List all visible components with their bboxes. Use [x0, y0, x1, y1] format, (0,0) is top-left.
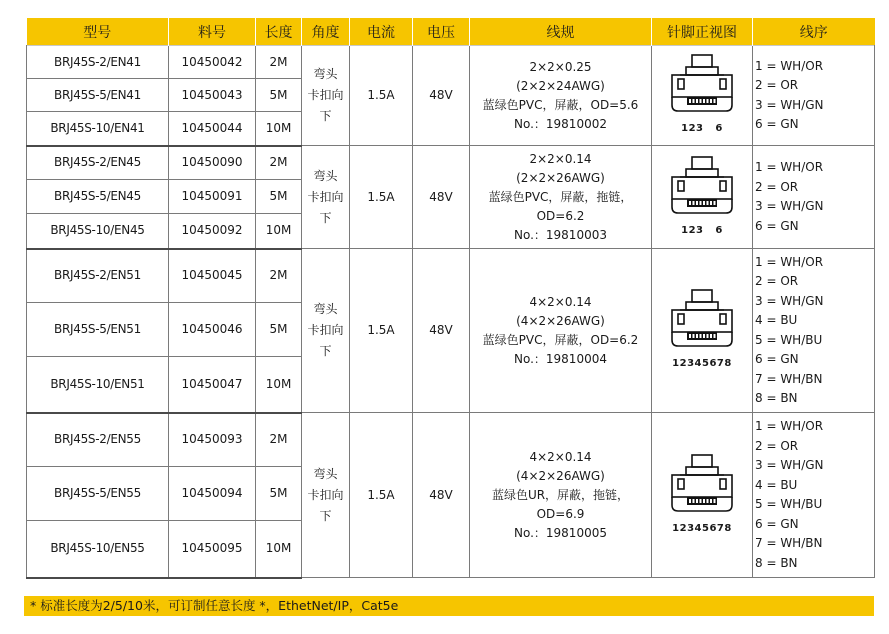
length-cell: 10M	[256, 214, 302, 249]
model-cell: BRJ45S-2/EN55	[27, 413, 169, 467]
header-cable-spec: 线规	[470, 18, 652, 46]
length-cell: 5M	[256, 467, 302, 521]
pin-view-cell	[652, 249, 753, 413]
header-pin-view: 针脚正视图	[652, 18, 753, 46]
model-cell: BRJ45S-5/EN55	[27, 467, 169, 521]
wiring-line: 8 = BN	[755, 391, 798, 405]
table-row	[27, 146, 875, 180]
angle-line: 卡扣向	[307, 323, 344, 337]
pin-number-label: 123 6	[681, 123, 723, 134]
angle-line: 下	[319, 109, 332, 123]
cable-spec-line: 蓝绿色PVC，屏蔽，OD=6.2	[482, 332, 639, 347]
angle-line: 弯头	[313, 67, 338, 81]
angle-line: 卡扣向	[307, 189, 344, 204]
part-number-cell: 10450042	[169, 46, 256, 79]
part-number-cell: 10450090	[169, 146, 256, 180]
length-cell: 5M	[256, 303, 302, 357]
wiring-line: 3 = WH/GN	[755, 293, 824, 308]
wiring-line: 2 = OR	[755, 179, 799, 194]
wiring-line: 8 = BN	[755, 555, 798, 570]
wiring-line: 4 = BU	[755, 313, 798, 327]
wiring-line: 6 = GN	[755, 516, 799, 531]
header-length: 长度	[256, 18, 302, 46]
model-cell: BRJ45S-10/EN45	[27, 214, 169, 249]
header-model: 型号	[27, 18, 169, 46]
cable-spec-line: 4×2×0.14	[529, 294, 592, 309]
part-number-cell: 10450092	[169, 214, 256, 249]
model-cell: BRJ45S-5/EN41	[27, 79, 169, 112]
cable-spec-line: 2×2×0.25	[529, 59, 592, 74]
angle-line: 下	[319, 210, 332, 225]
part-number-cell: 10450091	[169, 180, 256, 214]
part-number-cell: 10450044	[169, 112, 256, 146]
model-cell: BRJ45S-10/EN55	[27, 521, 169, 578]
cable-spec-line: (4×2×26AWG)	[516, 468, 605, 483]
cable-spec-line: OD=6.2	[536, 208, 585, 223]
part-number-cell: 10450046	[169, 303, 256, 357]
angle-line: 下	[319, 508, 332, 523]
angle-line: 卡扣向	[307, 88, 344, 102]
length-cell: 5M	[256, 79, 302, 112]
pin-diagram	[652, 155, 752, 240]
header-wiring: 线序	[753, 18, 875, 46]
part-number-cell: 10450047	[169, 357, 256, 413]
cable-spec-line: No.：19810003	[513, 227, 607, 242]
wiring-line: 2 = OR	[755, 78, 799, 92]
model-cell: BRJ45S-2/EN51	[27, 249, 169, 303]
pin-number-label: 123 6	[681, 224, 723, 236]
model-cell: BRJ45S-5/EN45	[27, 180, 169, 214]
wiring-line: 1 = WH/OR	[755, 254, 824, 269]
cable-spec-line: No.：19810002	[513, 116, 607, 131]
pin-diagram	[652, 53, 752, 138]
part-number-cell: 10450093	[169, 413, 256, 467]
wiring-line: 4 = BU	[755, 477, 798, 492]
voltage-cell: 48V	[413, 249, 470, 413]
voltage-cell: 48V	[413, 46, 470, 146]
model-cell: BRJ45S-10/EN41	[27, 112, 169, 146]
length-cell: 2M	[256, 146, 302, 180]
cable-spec-line: 蓝绿色UR，屏蔽，拖链，	[491, 487, 630, 502]
wiring-line: 5 = WH/BU	[755, 497, 823, 511]
current-cell: 1.5A	[350, 146, 413, 249]
header-angle: 角度	[302, 18, 350, 46]
wiring-line: 3 = WH/GN	[755, 199, 824, 213]
rj45-connector-icon	[670, 288, 734, 350]
part-number-cell: 10450043	[169, 79, 256, 112]
length-cell: 10M	[256, 112, 302, 146]
model-cell: BRJ45S-10/EN51	[27, 357, 169, 413]
part-number-cell: 10450045	[169, 249, 256, 303]
cable-spec-cell	[470, 249, 652, 413]
wiring-cell	[753, 413, 875, 578]
length-cell: 10M	[256, 357, 302, 413]
footer-note: * 标准长度为2/5/10米，可订制任意长度 *，EthetNet/IP，Cat5e	[24, 596, 874, 616]
angle-line: 弯头	[313, 168, 338, 183]
length-cell: 5M	[256, 180, 302, 214]
wiring-line: 7 = WH/BN	[755, 371, 823, 386]
pin-view-cell	[652, 146, 753, 249]
wiring-cell	[753, 249, 875, 413]
current-cell: 1.5A	[350, 46, 413, 146]
angle-cell	[302, 46, 350, 146]
wiring-cell	[753, 146, 875, 249]
length-cell: 10M	[256, 521, 302, 578]
table-row	[27, 46, 875, 79]
wiring-line: 2 = OR	[755, 438, 799, 453]
cable-spec-line: No.：19810005	[513, 525, 607, 540]
wiring-line: 1 = WH/OR	[755, 160, 824, 174]
cable-spec-line: (2×2×26AWG)	[516, 170, 605, 185]
cable-spec-line: 2×2×0.14	[529, 151, 592, 166]
angle-cell	[302, 413, 350, 578]
angle-line: 下	[319, 344, 332, 358]
pin-diagram	[652, 288, 752, 373]
rj45-connector-icon	[670, 155, 734, 217]
cable-spec-line: 4×2×0.14	[529, 449, 592, 464]
model-cell: BRJ45S-5/EN51	[27, 303, 169, 357]
pin-view-cell	[652, 413, 753, 578]
pin-view-cell	[652, 46, 753, 146]
cable-spec-cell	[470, 46, 652, 146]
wiring-cell	[753, 46, 875, 146]
wiring-line: 3 = WH/GN	[755, 97, 824, 112]
cable-spec-cell	[470, 413, 652, 578]
part-number-cell: 10450095	[169, 521, 256, 578]
cable-spec-line: (4×2×26AWG)	[516, 313, 605, 328]
cable-spec-line: 蓝绿色PVC，屏蔽，OD=5.6	[482, 97, 639, 112]
table-row	[27, 249, 875, 303]
current-cell: 1.5A	[350, 249, 413, 413]
wiring-line: 6 = GN	[755, 218, 799, 233]
rj45-connector-icon	[670, 53, 734, 115]
angle-cell	[302, 249, 350, 413]
wiring-line: 3 = WH/GN	[755, 458, 824, 472]
table-header-row	[27, 18, 875, 46]
angle-line: 弯头	[313, 466, 338, 481]
wiring-line: 7 = WH/BN	[755, 536, 823, 550]
cable-spec-cell	[470, 146, 652, 249]
wiring-line: 5 = WH/BU	[755, 332, 823, 347]
table-row	[27, 413, 875, 467]
rj45-connector-icon	[670, 453, 734, 515]
header-voltage: 电压	[413, 18, 470, 46]
spec-table	[26, 18, 875, 579]
wiring-line: 1 = WH/OR	[755, 58, 824, 73]
table-body	[27, 46, 875, 578]
length-cell: 2M	[256, 46, 302, 79]
header-part-number: 料号	[169, 18, 256, 46]
angle-line: 卡扣向	[307, 487, 344, 502]
cable-spec-line: OD=6.9	[536, 506, 585, 521]
pin-number-label: 12345678	[672, 522, 732, 534]
angle-line: 弯头	[313, 302, 338, 316]
wiring-line: 1 = WH/OR	[755, 419, 824, 433]
pin-number-label: 12345678	[672, 358, 732, 369]
part-number-cell: 10450094	[169, 467, 256, 521]
wiring-line: 2 = OR	[755, 274, 799, 288]
header-current: 电流	[350, 18, 413, 46]
wiring-line: 6 = GN	[755, 352, 799, 366]
model-cell: BRJ45S-2/EN41	[27, 46, 169, 79]
cable-spec-line: No.：19810004	[513, 351, 607, 366]
length-cell: 2M	[256, 249, 302, 303]
angle-cell	[302, 146, 350, 249]
cable-spec-line: 蓝绿色PVC，屏蔽，拖链，	[488, 189, 633, 204]
model-cell: BRJ45S-2/EN45	[27, 146, 169, 180]
pin-diagram	[652, 453, 752, 538]
wiring-line: 6 = GN	[755, 117, 799, 131]
voltage-cell: 48V	[413, 413, 470, 578]
length-cell: 2M	[256, 413, 302, 467]
voltage-cell: 48V	[413, 146, 470, 249]
cable-spec-line: (2×2×24AWG)	[516, 78, 605, 93]
current-cell: 1.5A	[350, 413, 413, 578]
